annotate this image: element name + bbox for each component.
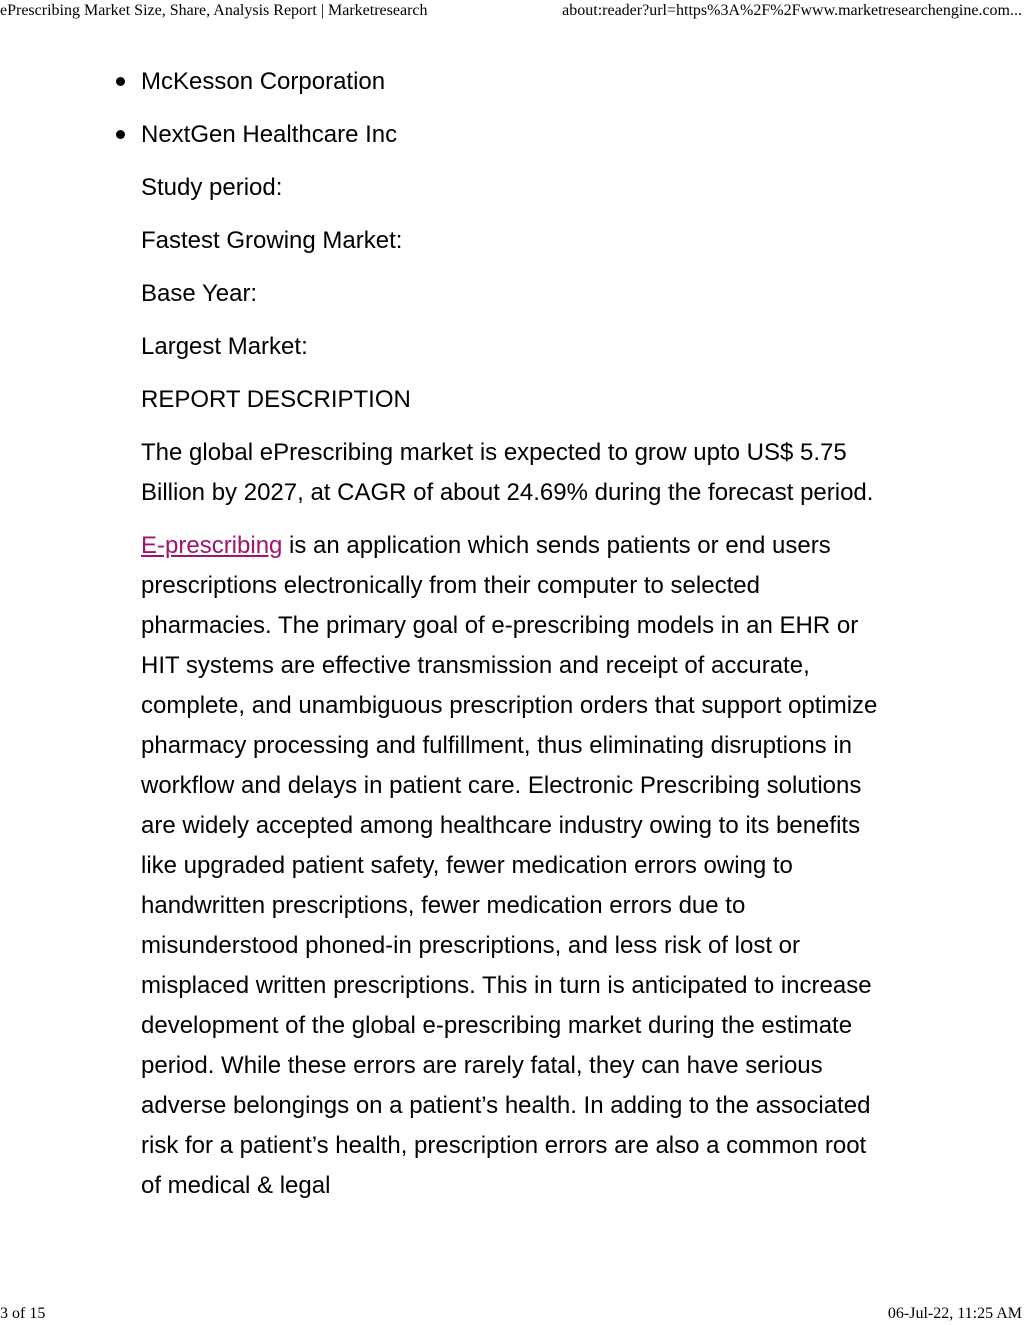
- bullet-icon: [116, 77, 125, 86]
- list-item: [141, 115, 891, 155]
- fastest-growing-label: Fastest Growing Market:: [141, 227, 403, 254]
- print-header-url: about:reader?url=https%3A%2F%2Fwww.marketresearchengine.com...: [562, 2, 1022, 19]
- study-period-label: Study period:: [141, 174, 283, 201]
- list-item: [141, 62, 891, 102]
- bullet-icon: [116, 130, 125, 139]
- print-footer: [0, 1305, 1024, 1325]
- list-item-text: NextGen Healthcare Inc: [141, 121, 398, 148]
- company-list: [141, 62, 891, 155]
- reader-content: [141, 62, 891, 1219]
- print-datetime: 06-Jul-22, 11:25 AM: [887, 1305, 1022, 1322]
- list-item-text: McKesson Corporation: [141, 68, 386, 95]
- base-year-label: Base Year:: [141, 280, 258, 307]
- page-number: 3 of 15: [0, 1305, 46, 1322]
- print-header: [0, 2, 1024, 22]
- description-paragraph: [141, 526, 891, 1206]
- section-heading: REPORT DESCRIPTION: [141, 386, 411, 413]
- largest-market-label: Largest Market:: [141, 333, 308, 360]
- intro-paragraph: The global ePrescribing market is expected to grow upto US$ 5.75 Billion by 2027, at CAGR of about 24.69% during the forecast period.: [141, 439, 874, 506]
- print-header-title: ePrescribing Market Size, Share, Analysis Report | Marketresearch: [0, 2, 428, 19]
- description-text: is an application which sends patients or end users prescriptions electronically from their computer to selected pharmacies. The primary goal of e-prescribing models in an EHR or HIT systems are effective transmission and receipt of accurate, complete, and unambiguous prescription orders that support optimize pharmacy processing and fulfillment, thus eliminating disruptions in workflow and delays in patient care. Electronic Prescribing solutions are widely accepted among healthcare industry owing to its benefits like upgraded patient safety, fewer medication errors owing to handwritten prescriptions, fewer medication errors due to misunderstood phoned-in prescriptions, and less risk of lost or misplaced written prescriptions. This in turn is anticipated to increase development of the global e-prescribing market during the estimate period. While these errors are rarely fatal, they can have serious adverse belongings on a patient’s health. In adding to the associated risk for a patient’s health, prescription errors are also a common root of medical & legal: [141, 532, 878, 1199]
- e-prescribing-link[interactable]: E-prescribing: [141, 532, 283, 559]
